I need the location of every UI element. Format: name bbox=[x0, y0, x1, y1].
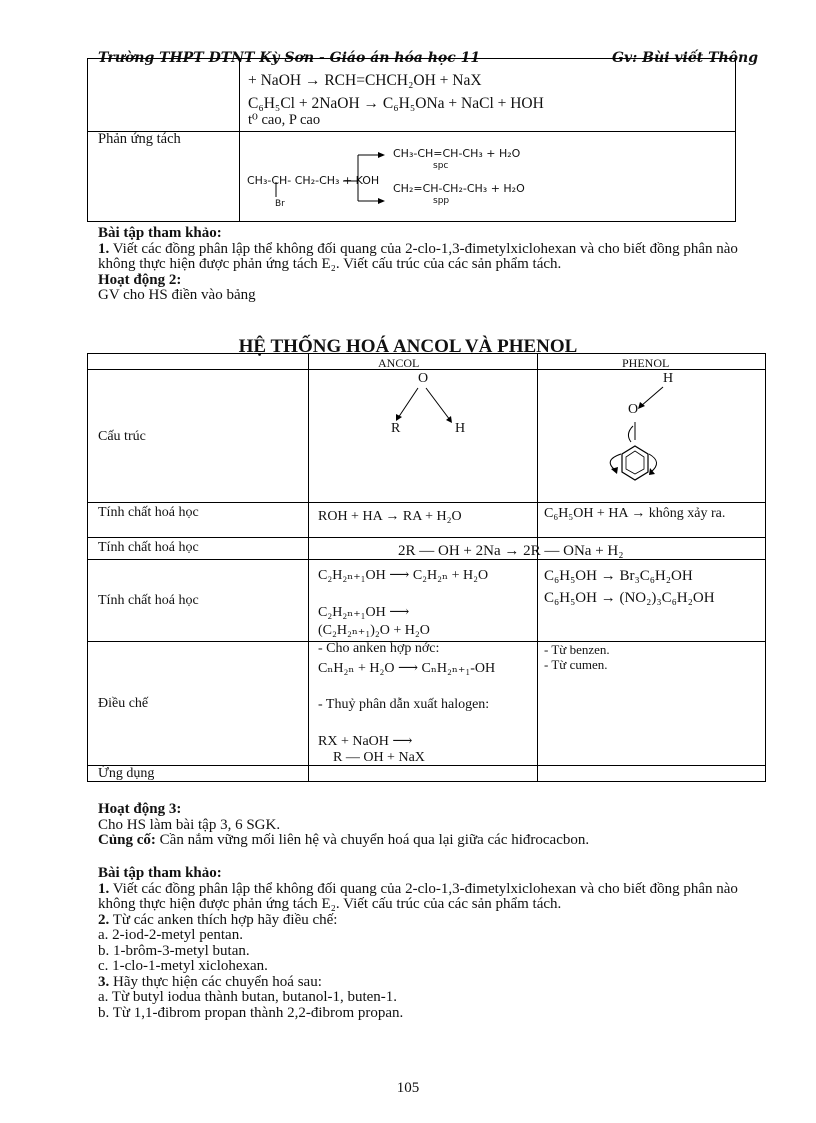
activity-3 bbox=[98, 802, 758, 849]
reference-2-q3-b: b. Từ 1,1-đibrom propan thành 2,2-đibrom propan. bbox=[98, 1004, 404, 1021]
reaction-condition: t⁰ cao, P cao bbox=[248, 112, 321, 128]
elimination-reactant: CH₃-CH- CH₂-CH₃ + KOH bbox=[247, 174, 380, 187]
reference-2-q2-a: a. 2-iod-2-metyl pentan. bbox=[98, 927, 243, 943]
reference-exercise-1 bbox=[98, 226, 758, 304]
chem3-label: Tính chất hoá học bbox=[98, 593, 199, 608]
phenol-structure-drawing bbox=[593, 382, 693, 502]
reference-question: 1. Viết các đồng phân lập thể không đối quang của 2-clo-1,3-đimetylxiclohexan và cho biết đồng phân nào không thực hiện được phản ứng tách E₂. Viết cấu trúc của các sản phẩm tách. bbox=[98, 240, 738, 272]
structure-label: Cấu trúc bbox=[98, 429, 146, 444]
elimination-label: Phản ứng tách bbox=[98, 131, 181, 147]
ancol-r: R bbox=[391, 421, 401, 436]
chem3-ancol-2: C₂H₂ₙ₊₁OH ⟶ bbox=[318, 605, 410, 620]
prep-ancol-2: CₙH₂ₙ + H₂O ⟶ CₙH₂ₙ₊₁-OH bbox=[318, 661, 496, 676]
prep-ancol-5: R — OH + NaX bbox=[333, 750, 425, 765]
chem1-label: Tính chất hoá học bbox=[98, 505, 199, 520]
reference-2-q2-b: b. 1-brôm-3-metyl butan. bbox=[98, 942, 250, 959]
activity-2-heading: Hoạt động 2: bbox=[98, 271, 182, 288]
reference-2-q2-c: c. 1-clo-1-metyl xiclohexan. bbox=[98, 958, 268, 974]
chem3-phenol-1: C₆H₅OH → Br₃C₆H₂OH bbox=[544, 568, 693, 584]
prep-phenol-2: - Từ cumen. bbox=[544, 657, 608, 672]
chem1-phenol: C₆H₅OH + HA → không xảy ra. bbox=[544, 507, 726, 521]
prep-phenol-1: - Từ benzen. bbox=[544, 642, 610, 657]
usage-label: Ứng dụng bbox=[98, 766, 155, 780]
chem3-phenol-2: C₆H₅OH → (NO₂)₃C₆H₂OH bbox=[544, 590, 715, 606]
activity-3-heading: Hoạt động 3: bbox=[98, 801, 182, 817]
header-right: Gv: Bùi viết Thông bbox=[612, 50, 758, 66]
reference-heading: Bài tập tham khảo: bbox=[98, 225, 222, 241]
reference-2-q3-a: a. Từ butyl iodua thành butan, butanol-1, buten-1. bbox=[98, 989, 398, 1005]
major-product-note: spc bbox=[433, 161, 449, 171]
prep-ancol-1: - Cho anken hợp nớc: bbox=[318, 641, 440, 656]
phenol-h: H bbox=[663, 371, 674, 386]
chem1-ancol: ROH + HA → RA + H₂O bbox=[318, 509, 462, 524]
col-phenol: PHENOL bbox=[622, 357, 670, 369]
reference-2-q1: 1. Viết các đồng phân lập thể không đối quang của 2-clo-1,3-đimetylxiclohexan và cho biết đồng phân nào không thực hiện được phản ứng tách E₂. Viết cấu trúc của các sản phẩm tách. bbox=[98, 880, 738, 912]
reference-exercise-2 bbox=[98, 866, 758, 1021]
chem2-label: Tính chất hoá học bbox=[98, 540, 199, 555]
col-ancol: ANCOL bbox=[378, 357, 420, 369]
prep-ancol-4: RX + NaOH ⟶ bbox=[318, 734, 413, 749]
table-title: HỆ THỐNG HOÁ ANCOL VÀ PHENOL bbox=[238, 336, 578, 357]
chem2-merged: 2R — OH + 2Na → 2R — ONa + H₂ bbox=[398, 543, 624, 559]
minor-product: CH₂=CH-CH₂-CH₃ + H₂O bbox=[393, 182, 525, 195]
prep-label: Điều chế bbox=[98, 696, 149, 711]
consolidation: Củng cố: Cần nắm vững mối liên hệ và chuyển hoá qua lại giữa các hiđrocacbon. bbox=[98, 832, 590, 848]
major-product: CH₃-CH=CH-CH₃ + H₂O bbox=[393, 147, 521, 160]
ancol-structure-arrows bbox=[388, 384, 468, 434]
activity-2-text: GV cho HS điền vào bảng bbox=[98, 287, 256, 303]
reaction-table bbox=[87, 58, 736, 222]
chem3-ancol-3: (C₂H₂ₙ₊₁)₂O + H₂O bbox=[318, 623, 430, 638]
ancol-o: O bbox=[418, 371, 429, 386]
reaction-line-1: + NaOH → RCH=CHCH₂OH + NaX bbox=[248, 72, 482, 89]
prep-ancol-3: - Thuỷ phân dẫn xuất halogen: bbox=[318, 697, 490, 712]
page-number: 105 bbox=[396, 1080, 420, 1096]
phenol-o: O bbox=[628, 402, 639, 417]
activity-3-text: Cho HS làm bài tập 3, 6 SGK. bbox=[98, 816, 281, 833]
chem3-ancol-1: C₂H₂ₙ₊₁OH ⟶ C₂H₂ₙ + H₂O bbox=[318, 568, 489, 583]
reaction-line-2: C₆H₅Cl + 2NaOH → C₆H₅ONa + NaCl + HOH bbox=[248, 95, 544, 112]
minor-product-note: spp bbox=[433, 196, 450, 206]
reference-2-q2: 2. Từ các anken thích hợp hãy điều chế: bbox=[98, 911, 338, 928]
alcohol-phenol-table bbox=[87, 353, 766, 782]
ancol-h: H bbox=[455, 421, 466, 436]
bromine-substituent: Br bbox=[275, 199, 285, 209]
header-left: Trường THPT DTNT Kỳ Sơn - Giáo án hóa học 11 bbox=[98, 50, 481, 66]
reference-2-q3: 3. Hãy thực hiện các chuyển hoá sau: bbox=[98, 973, 322, 990]
reference-2-heading: Bài tập tham khảo: bbox=[98, 865, 222, 881]
